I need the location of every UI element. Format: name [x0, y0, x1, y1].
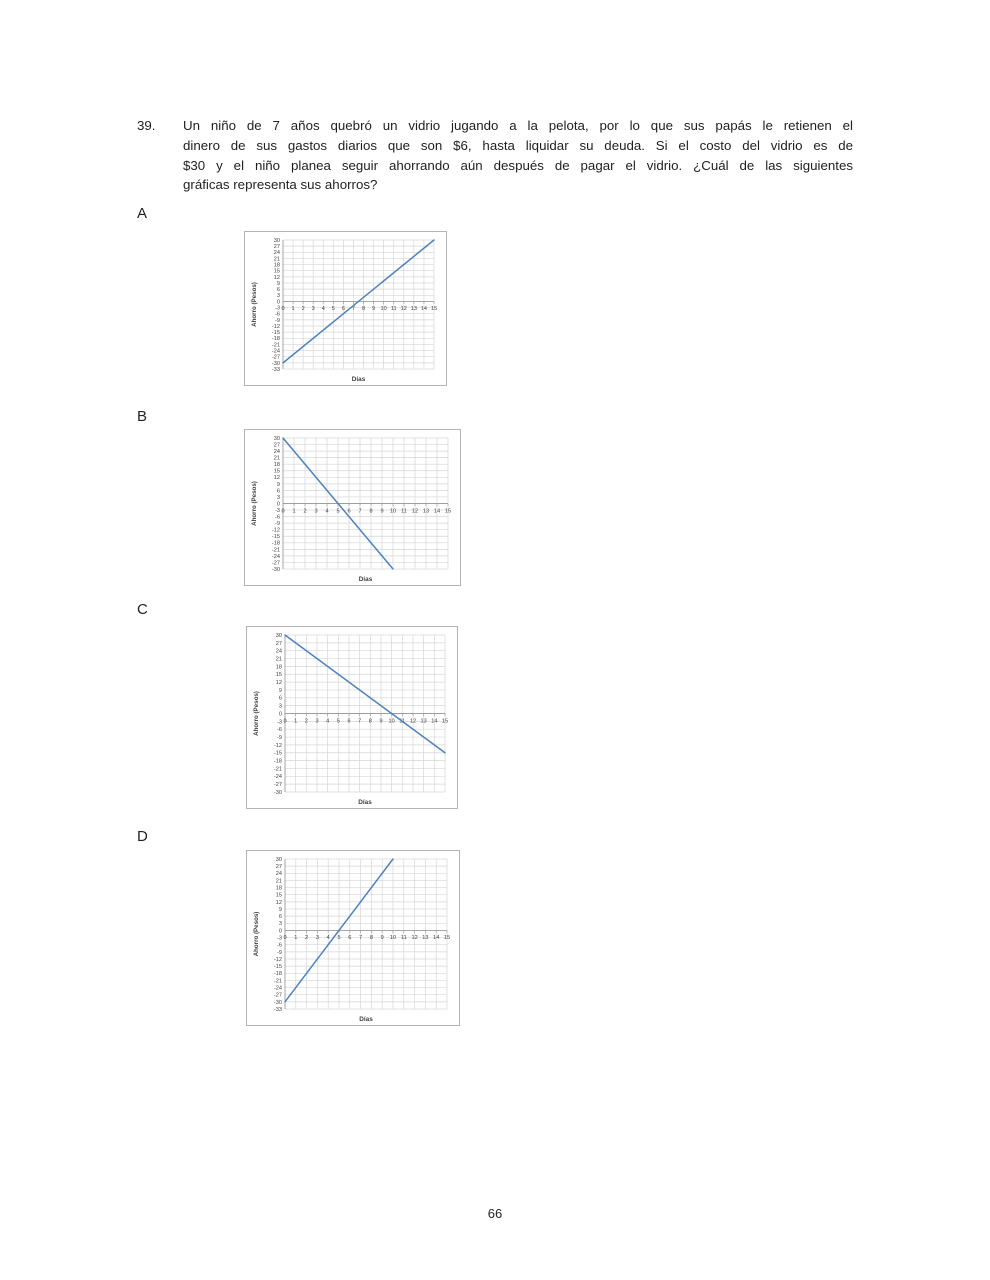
svg-text:1: 1: [294, 935, 298, 942]
svg-text:-21: -21: [273, 766, 282, 773]
svg-text:21: 21: [273, 256, 280, 263]
svg-text:15: 15: [430, 306, 438, 313]
svg-text:13: 13: [410, 306, 417, 313]
svg-text:-27: -27: [273, 992, 282, 999]
svg-text:-15: -15: [273, 964, 282, 971]
svg-text:4: 4: [325, 508, 329, 515]
svg-text:2: 2: [305, 935, 309, 942]
svg-text:-18: -18: [273, 758, 282, 765]
svg-text:3: 3: [311, 306, 315, 313]
svg-text:-27: -27: [271, 560, 280, 567]
svg-text:11: 11: [399, 718, 406, 725]
svg-text:7: 7: [351, 306, 356, 313]
svg-text:0: 0: [281, 508, 285, 515]
svg-text:-24: -24: [271, 553, 280, 560]
svg-text:9: 9: [380, 935, 384, 942]
svg-text:2: 2: [301, 306, 305, 313]
chart-option-c: [246, 626, 458, 809]
svg-text:4: 4: [326, 935, 330, 942]
svg-text:30: 30: [273, 237, 280, 244]
svg-text:-18: -18: [271, 336, 280, 343]
svg-text:3: 3: [278, 921, 282, 928]
svg-text:-9: -9: [277, 734, 282, 741]
svg-text:24: 24: [275, 648, 282, 655]
svg-text:12: 12: [275, 680, 282, 686]
svg-text:10: 10: [388, 718, 395, 725]
svg-text:21: 21: [273, 455, 280, 462]
svg-text:6: 6: [278, 695, 282, 702]
svg-text:9: 9: [379, 718, 383, 725]
svg-text:14: 14: [431, 718, 438, 725]
svg-text:5: 5: [337, 935, 341, 942]
axis-titles: [253, 912, 373, 1023]
svg-text:-6: -6: [277, 942, 282, 949]
svg-text:3: 3: [314, 508, 318, 515]
svg-text:10: 10: [389, 935, 397, 942]
svg-text:0: 0: [278, 928, 282, 935]
svg-text:7: 7: [358, 508, 362, 515]
svg-text:-27: -27: [271, 354, 280, 361]
svg-text:Días: Días: [351, 376, 366, 383]
svg-text:15: 15: [441, 718, 449, 725]
svg-text:-6: -6: [275, 311, 280, 318]
svg-text:-15: -15: [271, 534, 280, 541]
svg-text:-30: -30: [273, 999, 282, 1006]
svg-text:Días: Días: [359, 1016, 373, 1023]
chart-option-b: [244, 429, 461, 586]
svg-text:-3: -3: [275, 305, 280, 312]
svg-text:-3: -3: [277, 935, 282, 942]
svg-text:12: 12: [275, 899, 282, 906]
svg-text:3: 3: [315, 935, 319, 942]
svg-text:12: 12: [411, 935, 418, 942]
svg-text:13: 13: [422, 935, 429, 942]
svg-text:-12: -12: [271, 527, 280, 534]
axis-titles: [251, 481, 373, 583]
svg-text:-9: -9: [275, 317, 280, 324]
svg-text:-12: -12: [273, 742, 282, 749]
svg-text:8: 8: [369, 508, 373, 515]
option-label-d: D: [137, 828, 148, 845]
chart-option-d: [246, 850, 460, 1026]
svg-text:9: 9: [276, 280, 280, 287]
chart-svg-B: [245, 430, 460, 585]
option-label-b: B: [137, 408, 148, 425]
svg-text:6: 6: [348, 935, 352, 942]
svg-text:-9: -9: [277, 949, 282, 956]
svg-text:14: 14: [433, 935, 440, 942]
svg-text:8: 8: [369, 935, 373, 942]
svg-text:24: 24: [275, 871, 282, 878]
svg-text:-24: -24: [273, 985, 282, 992]
svg-text:13: 13: [420, 718, 427, 725]
svg-text:0: 0: [281, 306, 285, 313]
svg-text:9: 9: [276, 481, 280, 488]
svg-text:9: 9: [372, 306, 376, 313]
question-text: [183, 116, 853, 195]
svg-text:-12: -12: [273, 956, 282, 963]
svg-text:9: 9: [278, 687, 282, 694]
svg-text:15: 15: [443, 935, 451, 942]
svg-text:18: 18: [275, 885, 282, 892]
svg-text:6: 6: [347, 508, 351, 515]
svg-text:6: 6: [341, 306, 345, 313]
svg-text:12: 12: [411, 508, 419, 515]
svg-text:0: 0: [276, 501, 280, 508]
svg-text:30: 30: [275, 856, 282, 863]
svg-text:3: 3: [278, 703, 282, 710]
svg-text:-24: -24: [273, 774, 282, 781]
svg-text:24: 24: [273, 449, 280, 455]
axis-titles: [251, 282, 366, 383]
svg-text:15: 15: [275, 892, 282, 899]
svg-text:3: 3: [276, 494, 280, 501]
option-label-c: C: [137, 601, 148, 618]
svg-text:21: 21: [275, 878, 282, 885]
chart-svg-D: [247, 851, 459, 1025]
svg-text:1: 1: [291, 306, 295, 313]
question-line-3: $30 y el niño planea seguir ahorrando aún después de pagar el vidrio. ¿Cuál de las siguientes: [183, 157, 853, 173]
svg-text:11: 11: [400, 935, 407, 942]
svg-text:0: 0: [283, 935, 287, 942]
svg-text:2: 2: [303, 508, 307, 515]
svg-text:-3: -3: [277, 719, 282, 726]
svg-text:8: 8: [361, 306, 366, 313]
svg-text:11: 11: [401, 508, 407, 515]
chart-svg-A: [245, 232, 446, 385]
chart-option-a: [244, 231, 447, 386]
savings-line: [285, 635, 445, 753]
svg-text:Ahorro (Pesos): Ahorro (Pesos): [251, 481, 258, 526]
svg-text:5: 5: [331, 306, 335, 313]
svg-text:-24: -24: [271, 348, 280, 355]
svg-text:-12: -12: [271, 323, 280, 330]
question-line-2: dinero de sus gastos diarios que son $6, hasta liquidar su deuda. Si el costo del vidrio es de: [183, 137, 853, 153]
svg-text:8: 8: [368, 718, 372, 725]
svg-text:11: 11: [390, 306, 397, 313]
svg-text:9: 9: [380, 508, 384, 515]
svg-text:15: 15: [275, 672, 282, 679]
svg-text:-33: -33: [271, 366, 280, 373]
question-line-1: Un niño de 7 años quebró un vidrio jugando a la pelota, por lo que sus papás le retienen el: [183, 118, 853, 133]
svg-text:18: 18: [273, 462, 280, 469]
svg-text:30: 30: [275, 632, 282, 639]
svg-text:30: 30: [273, 435, 280, 442]
svg-text:10: 10: [380, 306, 387, 313]
chart-svg-C: [247, 627, 457, 808]
svg-text:1: 1: [294, 718, 298, 725]
svg-text:-9: -9: [275, 521, 280, 528]
svg-text:18: 18: [273, 262, 280, 269]
question-line-4: gráficas representa sus ahorros?: [183, 177, 378, 193]
svg-text:-33: -33: [273, 1006, 282, 1013]
svg-text:-6: -6: [275, 514, 280, 521]
axis-titles: [253, 691, 372, 806]
svg-text:-6: -6: [277, 727, 282, 734]
svg-text:6: 6: [347, 718, 351, 725]
gridlines: [285, 859, 447, 1009]
svg-text:Días: Días: [358, 799, 372, 806]
svg-text:-15: -15: [271, 330, 280, 337]
svg-text:Ahorro (Pesos): Ahorro (Pesos): [253, 691, 260, 736]
svg-text:27: 27: [273, 244, 280, 251]
svg-text:18: 18: [275, 664, 282, 671]
svg-text:1: 1: [292, 508, 296, 515]
svg-text:15: 15: [273, 268, 280, 275]
svg-text:0: 0: [283, 718, 287, 725]
svg-text:-3: -3: [275, 507, 280, 514]
svg-text:14: 14: [420, 306, 428, 313]
svg-text:12: 12: [273, 475, 280, 482]
tick-labels: [274, 633, 448, 796]
axes: [285, 859, 447, 1009]
svg-text:-18: -18: [271, 540, 280, 547]
svg-text:2: 2: [304, 718, 308, 725]
svg-text:4: 4: [321, 306, 325, 313]
svg-text:7: 7: [358, 718, 362, 725]
svg-text:10: 10: [389, 508, 397, 515]
svg-text:27: 27: [275, 640, 282, 647]
svg-text:6: 6: [276, 488, 280, 495]
svg-text:3: 3: [276, 293, 280, 300]
svg-text:-21: -21: [271, 342, 280, 349]
page-number: 66: [487, 1206, 503, 1221]
svg-text:-30: -30: [271, 360, 280, 367]
svg-text:3: 3: [315, 718, 319, 725]
svg-text:Días: Días: [358, 576, 373, 583]
svg-text:24: 24: [273, 250, 280, 257]
svg-text:6: 6: [278, 914, 282, 921]
svg-text:-30: -30: [273, 789, 282, 796]
svg-text:14: 14: [433, 508, 441, 515]
svg-text:15: 15: [444, 508, 452, 515]
svg-text:Ahorro (Pesos): Ahorro (Pesos): [253, 911, 260, 957]
svg-text:4: 4: [326, 718, 330, 725]
svg-text:6: 6: [276, 287, 280, 294]
svg-text:-30: -30: [271, 566, 280, 573]
svg-text:-15: -15: [273, 750, 282, 757]
svg-text:0: 0: [278, 711, 282, 718]
svg-text:12: 12: [273, 274, 280, 281]
svg-text:15: 15: [273, 468, 280, 475]
svg-text:9: 9: [278, 906, 282, 913]
svg-text:-21: -21: [271, 547, 280, 554]
question-number: 39.: [137, 118, 156, 133]
svg-text:-27: -27: [273, 782, 282, 789]
svg-text:7: 7: [359, 935, 363, 942]
svg-text:0: 0: [276, 299, 280, 306]
svg-text:21: 21: [275, 656, 282, 663]
svg-text:27: 27: [275, 864, 282, 871]
svg-text:Ahorro (Pesos): Ahorro (Pesos): [251, 282, 258, 327]
svg-text:-18: -18: [273, 971, 282, 978]
svg-text:27: 27: [273, 442, 280, 449]
option-label-a: A: [137, 205, 148, 222]
svg-text:5: 5: [336, 508, 340, 515]
svg-text:-21: -21: [273, 978, 282, 985]
svg-text:13: 13: [422, 508, 430, 515]
svg-text:12: 12: [409, 718, 417, 725]
svg-text:12: 12: [400, 306, 407, 313]
svg-text:5: 5: [336, 718, 340, 725]
